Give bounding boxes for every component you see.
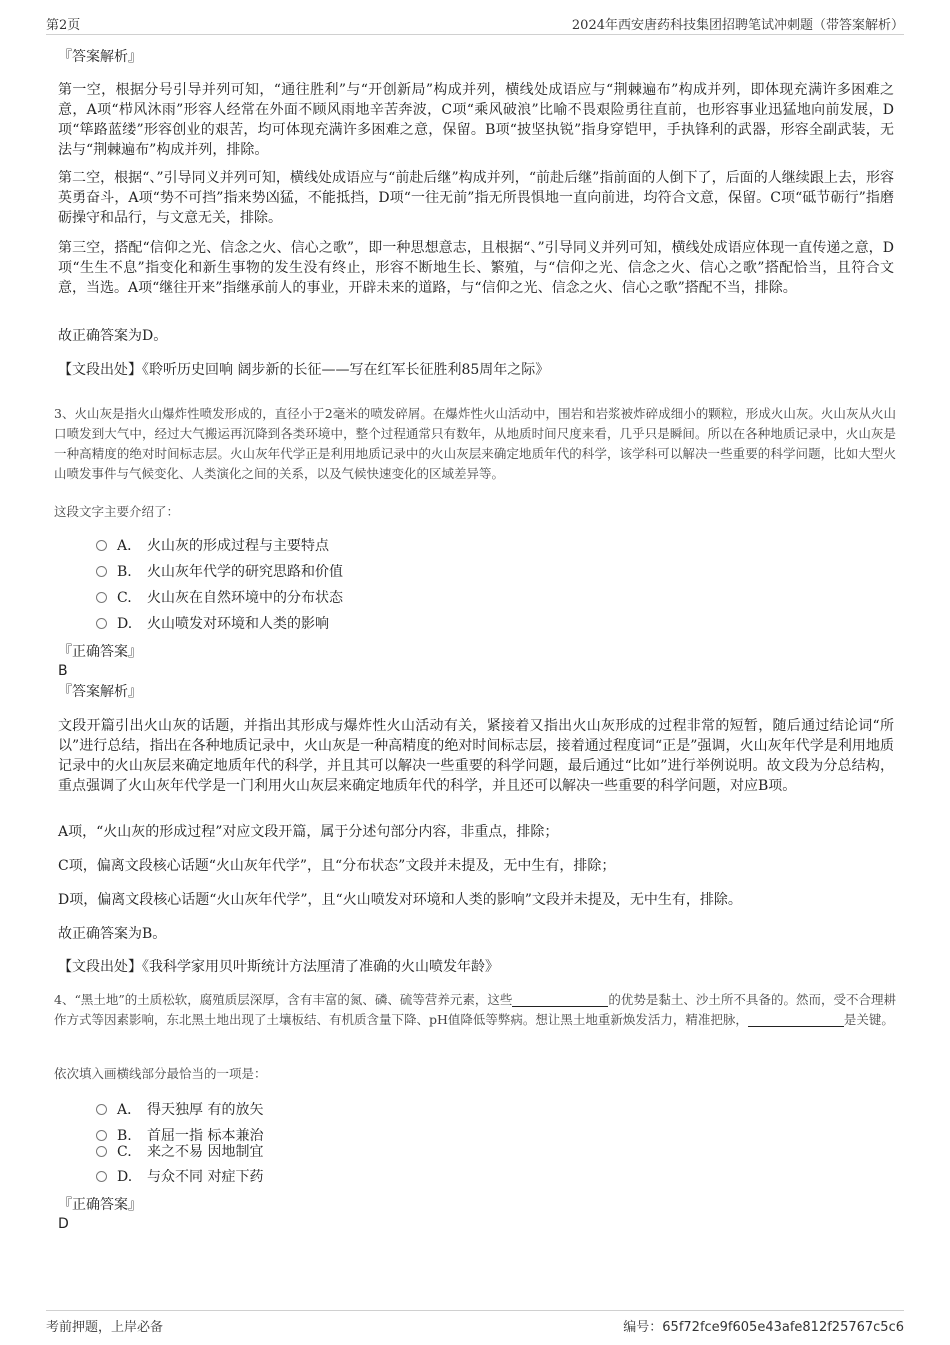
radio-icon[interactable] xyxy=(96,1130,107,1141)
document-title: 2024年西安唐药科技集团招聘笔试冲刺题（带答案解析） xyxy=(571,18,904,33)
page-number: 第2页 xyxy=(46,18,81,33)
q3-conclusion: 故正确答案为B。 xyxy=(58,926,167,942)
radio-icon[interactable] xyxy=(96,1146,107,1157)
blank-line-2 xyxy=(748,1012,844,1027)
page-header xyxy=(46,14,904,35)
q4-option-c[interactable]: C. 来之不易 因地制宜 xyxy=(96,1143,263,1161)
q4-answer: D xyxy=(58,1216,69,1232)
q4-answer-label: 『正确答案』 xyxy=(58,1197,142,1213)
q3-question: 这段文字主要介绍了： xyxy=(54,504,180,519)
blank-line-1 xyxy=(512,992,608,1007)
q3-answer-label: 『正确答案』 xyxy=(58,644,142,660)
radio-icon[interactable] xyxy=(96,1104,107,1115)
radio-icon[interactable] xyxy=(96,566,107,577)
q3-option-a[interactable]: A． 火山灰的形成过程与主要特点 xyxy=(96,537,329,555)
q2-analysis-para-2: 第二空，根据“、”引导同义并列可知，横线处成语应与“前赴后继”构成并列，“前赴后继”指前面的人倒下了，后面的人继续跟上去，形容英勇奋斗，A项“势不可挡”指来势凶猛，不能抵挡，D项“一往无前”指无所畏惧地一直向前进，均符合文意，保留。C项“砥节砺行”指磨砺操守和品行，与文意无关，排除。 xyxy=(58,170,894,226)
q2-conclusion: 故正确答案为D。 xyxy=(58,328,168,344)
q3-option-d[interactable]: D. 火山喷发对环境和人类的影响 xyxy=(96,615,329,633)
q4-question: 依次填入画横线部分最恰当的一项是： xyxy=(54,1066,267,1081)
q2-source: 【文段出处】《聆听历史回响 阔步新的长征——写在红军长征胜利85周年之际》 xyxy=(58,362,550,378)
q3-answer: B xyxy=(58,663,68,679)
radio-icon[interactable] xyxy=(96,592,107,603)
page-footer xyxy=(46,1310,904,1335)
radio-icon[interactable] xyxy=(96,1171,107,1182)
q3-analysis-para-2: A项，“火山灰的形成过程”对应文段开篇，属于分述句部分内容，非重点，排除； xyxy=(58,824,559,840)
q4-option-b[interactable]: B. 首屈一指 标本兼治 xyxy=(96,1127,263,1145)
q2-analysis-para-3: 第三空，搭配“信仰之光、信念之火、信心之歌”，即一种思想意志，且根据“、”引导同义并列可知，横线处成语应体现一直传递之意，D项“生生不息”指变化和新生事物的发生没有终止，形容不断地生长、繁殖，与“信仰之光、信念之火、信心之歌”搭配恰当，且符合文意，当选。A项“继往开来”指继承前人的事业，开辟未来的道路，与“信仰之光、信念之火、信心之歌”搭配不当，排除。 xyxy=(58,240,894,296)
q3-stem: 3、火山灰是指火山爆炸性喷发形成的，直径小于2毫米的喷发碎屑。在爆炸性火山活动中，围岩和岩浆被炸碎成细小的颗粒，形成火山灰。火山灰从火山口喷发到大气中，经过大气搬运再沉降到各类环境中，整个过程通常只有数年，从地质时间尺度来看，几乎只是瞬间。所以在各种地质记录中，火山灰是一种高精度的绝对时间标志层。火山灰年代学正是利用地质记录中的火山灰层来确定地质年代的科学，该学科可以解决一些重要的科学问题，比如大型火山喷发事件与气候变化、人类演化之间的关系，以及气候快速变化的区域差异等。 xyxy=(54,406,896,481)
q2-analysis-para-1: 第一空，根据分号引导并列可知，“通往胜利”与“开创新局”构成并列，横线处成语应与“荆棘遍布”构成并列，即体现充满许多困难之意，A项“栉风沐雨”形容人经常在外面不顾风雨地辛苦奔波，C项“乘风破浪”比喻不畏艰险勇往直前，也形容事业迅猛地向前发展，D项“筚路蓝缕”形容创业的艰苦，均可体现充满许多困难之意，保留。B项“披坚执锐”指身穿铠甲，手执锋利的武器，形容全副武装，无法与“荆棘遍布”构成并列，排除。 xyxy=(58,82,894,158)
q4-stem: 4、“黑土地”的土质松软，腐殖质层深厚，含有丰富的氮、磷、硫等营养元素，这些 的优势是黏土、沙土所不具备的。然而，受不合理耕作方式等因素影响，东北黑土地出现了土壤板结、有机质含量下降、pH值降低等弊病。想让黑土地重新焕发活力，精准把脉， 是关键。 xyxy=(54,992,896,1027)
q4-option-d[interactable]: D. 与众不同 对症下药 xyxy=(96,1168,263,1186)
footer-slogan: 考前押题，上岸必备 xyxy=(46,1320,164,1335)
q3-option-b[interactable]: B. 火山灰年代学的研究思路和价值 xyxy=(96,563,343,581)
radio-icon[interactable] xyxy=(96,618,107,629)
q3-analysis-para-3: C项，偏离文段核心话题“火山灰年代学”，且“分布状态”文段并未提及，无中生有，排除； xyxy=(58,858,616,874)
radio-icon[interactable] xyxy=(96,540,107,551)
document-code: 编号：65f72fce9f605e43afe812f25767c5c6 xyxy=(623,1320,904,1335)
q3-source: 【文段出处】《我科学家用贝叶斯统计方法厘清了准确的火山喷发年龄》 xyxy=(58,959,499,975)
q3-analysis-para-4: D项，偏离文段核心话题“火山灰年代学”，且“火山喷发对环境和人类的影响”文段并未提及，无中生有，排除。 xyxy=(58,892,742,908)
q4-option-a[interactable]: A． 得天独厚 有的放矢 xyxy=(96,1101,263,1119)
q3-analysis-label: 『答案解析』 xyxy=(58,684,142,700)
q2-analysis-label: 『答案解析』 xyxy=(58,49,142,65)
q3-analysis-para-1: 文段开篇引出火山灰的话题，并指出其形成与爆炸性火山活动有关，紧接着又指出火山灰形成的过程非常的短暂，随后通过结论词“所以”进行总结，指出在各种地质记录中，火山灰是一种高精度的绝对时间标志层，接着通过程度词“正是”强调，火山灰年代学是利用地质记录中的火山灰层来确定地质年代的科学，并且其可以解决一些重要的科学问题，最后通过“比如”进行举例说明。故文段为分总结构，重点强调了火山灰年代学是一门利用火山灰层来确定地质年代的科学，并且还可以解决一些重要的科学问题，对应B项。 xyxy=(58,718,894,794)
q3-option-c[interactable]: C. 火山灰在自然环境中的分布状态 xyxy=(96,589,343,607)
